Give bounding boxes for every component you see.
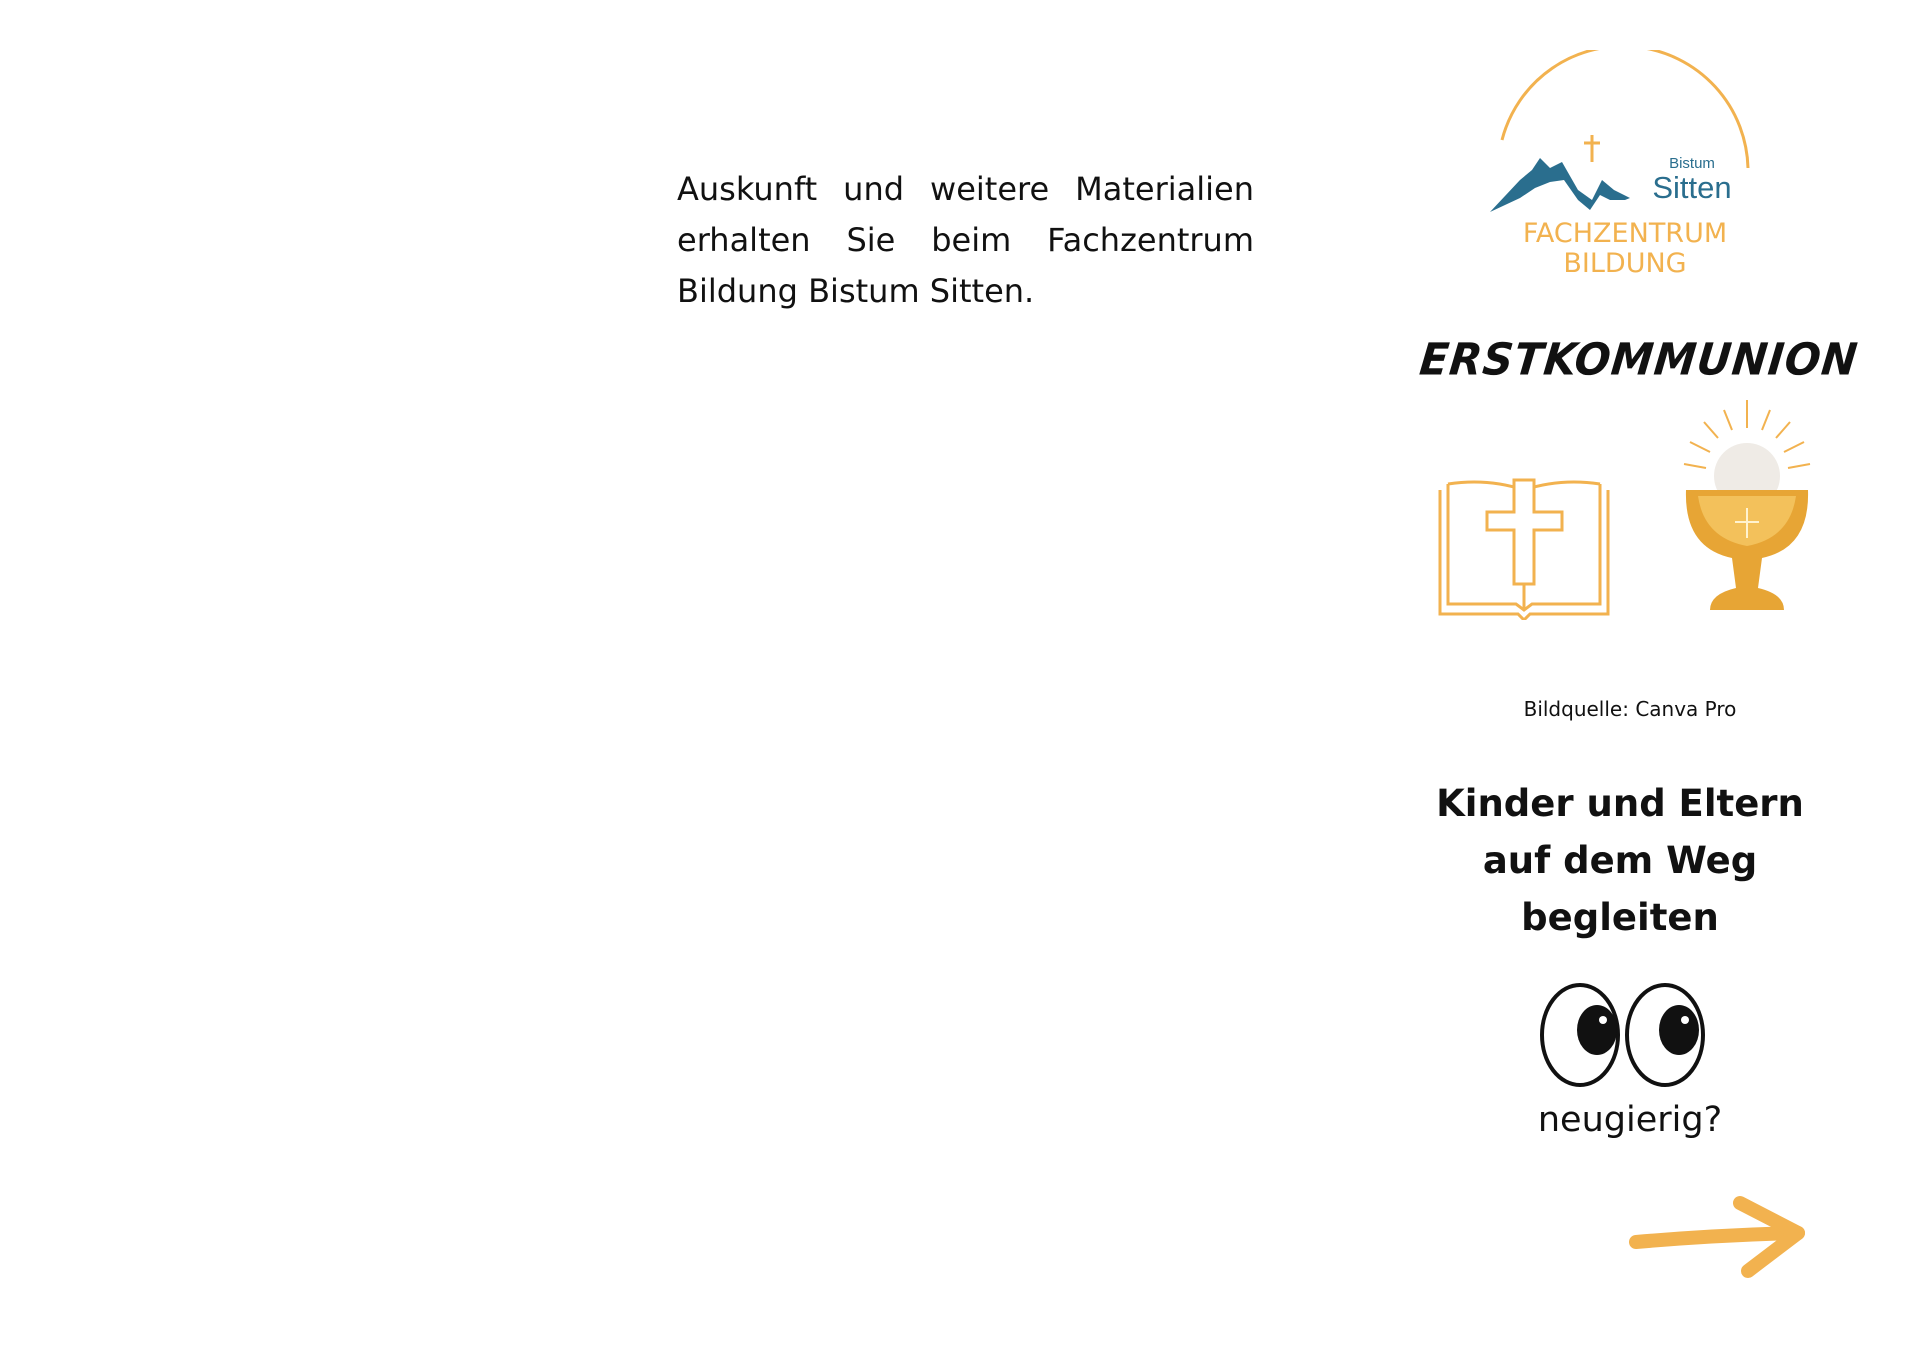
logo-line1: FACHZENTRUM <box>1522 218 1728 249</box>
tagline-line-3: begleiten <box>1521 896 1719 939</box>
fachzentrum-logo <box>1480 50 1770 290</box>
arrow-right-icon <box>1628 1195 1808 1280</box>
logo-bistum-text: Bistum <box>1669 155 1715 172</box>
tagline-line-2: auf dem Weg <box>1482 839 1758 882</box>
logo-sitten-text: Sitten <box>1652 170 1732 205</box>
heading-erstkommunion: ERSTKOMMUNION <box>1417 333 1861 386</box>
tagline-line-1: Kinder und Eltern <box>1436 782 1804 825</box>
tagline <box>1430 775 1810 946</box>
image-credit: Bildquelle: Canva Pro <box>1523 697 1737 721</box>
info-text: Auskunft und weitere Materialien erhalten Sie beim Fachzentrum Bildung Bistum Sitten. <box>677 170 1254 310</box>
curious-text: neugierig? <box>1537 1100 1723 1140</box>
logo-line2: BILDUNG <box>1563 248 1687 279</box>
chalice-icon <box>1680 398 1815 620</box>
book-cross-icon <box>1432 472 1617 620</box>
eyes-icon <box>1535 980 1710 1090</box>
